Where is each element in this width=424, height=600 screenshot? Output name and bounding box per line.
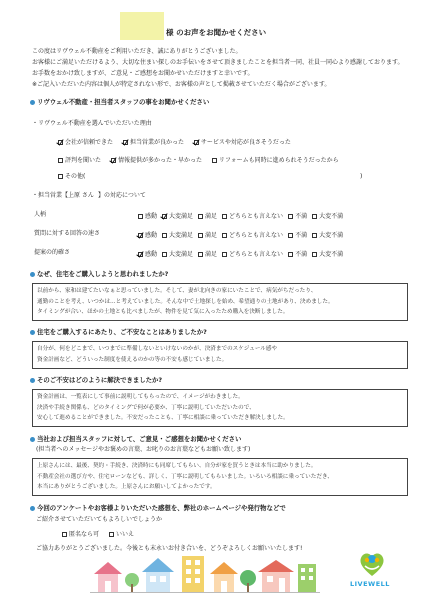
reason-option[interactable]: 担当営業が良かった — [123, 139, 184, 146]
rating-option[interactable]: 感動 — [138, 249, 157, 258]
customer-name-box — [120, 12, 164, 40]
rating-option[interactable]: 満足 — [198, 249, 217, 258]
checkbox[interactable] — [222, 214, 227, 219]
rating-option[interactable]: 満足 — [198, 211, 217, 220]
checkbox[interactable] — [138, 214, 143, 219]
answer-line: 資金計画など、どういった制度を使えるのかの等の不安も感じていました。 — [37, 356, 228, 363]
building-icon — [182, 556, 204, 592]
publish-option-anonymous[interactable]: 匿名なら可 — [62, 531, 99, 538]
rating-option[interactable]: 満足 — [198, 230, 217, 239]
bullet-icon — [30, 506, 35, 511]
building-icon — [298, 564, 316, 592]
answer-box-feedback[interactable] — [32, 458, 408, 496]
reason-option[interactable]: 情報提供が多かった・早かった — [111, 157, 202, 164]
section6-subtitle: ご紹介させていただいてもよろしいでしょうか — [36, 516, 163, 523]
reason-option[interactable]: サービスや対応が良さそうだった — [194, 139, 291, 146]
section1-title: リヴウェル不動産・担当者スタッフの事をお聞かせください — [30, 98, 209, 106]
intro-line: お客様にご満足いただけるよう、大切な住まい探しのお手伝いをさせて頂きましたことを担当者一同、社員一同心より感謝しております。 — [32, 59, 404, 66]
checkbox[interactable] — [109, 532, 114, 537]
section4-title: そのご不安はどのように解決できましたか? — [30, 376, 162, 384]
checkbox-checked[interactable] — [138, 252, 143, 257]
checkbox[interactable] — [212, 158, 217, 163]
checkbox[interactable] — [288, 252, 293, 257]
rating-option[interactable]: 大変満足 — [162, 249, 193, 258]
reason-row-3 — [58, 173, 93, 181]
checkbox[interactable] — [198, 233, 203, 238]
answer-line: タイミングが合い、ほかの土地とも比べましたが、物件を見て気に入ったため購入を決断しました。 — [37, 309, 289, 315]
reason-question: ・リヴウェル不動産を選んでいただいた理由 — [32, 120, 152, 127]
checkbox[interactable] — [222, 252, 227, 257]
rating-option[interactable]: 大変不満 — [312, 249, 343, 258]
checkbox[interactable] — [58, 158, 63, 163]
checkbox[interactable] — [162, 233, 167, 238]
rating-options — [138, 249, 343, 258]
rating-option[interactable]: 大変不満 — [312, 230, 343, 239]
staff-heading: ・担当営業【上原 さん 】の対応について — [32, 192, 146, 199]
staff-name: 上原 さん — [68, 192, 94, 199]
answer-line: 通勤のことを考え、いつかは…と考えていました。そんな中で土地探しを始め、希望通りの土地があり、決めました。 — [37, 298, 334, 305]
checkbox[interactable] — [288, 233, 293, 238]
rating-label: 提案の的確さ — [34, 249, 71, 256]
section2-title: なぜ、住宅をご購入しようと思われましたか? — [30, 270, 168, 278]
rating-options — [138, 230, 343, 239]
bullet-icon — [30, 272, 35, 277]
answer-line: 安心して進めることができました。不安だったことも、丁寧に相談に乗っていただき解決しました。 — [37, 415, 289, 421]
answer-line: 以前から、家和は建てたいなぁと思っていました。そして、妻が北向きの家にいたことで、病気がちだったり、 — [37, 288, 317, 294]
checkbox[interactable] — [312, 233, 317, 238]
bullet-icon — [30, 378, 35, 383]
section5-title: 当社および担当スタッフに対して、ご意見・ご感想をお聞かせください — [30, 435, 241, 443]
checkbox-checked[interactable] — [123, 140, 128, 145]
tree-icon — [240, 570, 256, 592]
checkbox-checked[interactable] — [138, 233, 143, 238]
checkbox[interactable] — [62, 532, 67, 537]
checkbox[interactable] — [288, 214, 293, 219]
rating-option[interactable]: どちらとも言えない — [222, 211, 283, 220]
rating-option[interactable]: どちらとも言えない — [222, 249, 283, 258]
livewell-logo-icon — [356, 548, 388, 578]
intro-line: この度はリヴウェル不動産をご利用いただき、誠にありがとうございました。 — [32, 48, 242, 55]
intro-line: ※ご記入いただいた内容は個人が特定されない形で、お客様の声として掲載させていただく場合がございます。 — [32, 81, 331, 88]
page-title: 様 のお声をお聞かせください — [166, 28, 267, 37]
footer-thanks: ご協力ありがとうございました。今後とも末永いお付き合いを、どうぞよろしくお願いいたします! — [36, 545, 303, 552]
rating-option[interactable]: 不満 — [288, 249, 307, 258]
house-icon — [94, 562, 122, 592]
answer-line: 不動産会社の選び方や、住宅ローンなども、詳しく、丁寧に説明してもらいました。いろいろ相談に乗っていただき、 — [37, 473, 333, 480]
rating-options — [138, 211, 343, 220]
intro-line: お手数をおかけ致しますが、ご意見・ご感想をお聞かせいただけますと幸いです。 — [32, 70, 254, 77]
bullet-icon — [30, 100, 35, 105]
checkbox[interactable] — [222, 233, 227, 238]
rating-option[interactable]: 大変不満 — [312, 211, 343, 220]
publish-options — [62, 531, 142, 539]
bullet-icon — [30, 330, 35, 335]
answer-box-resolution[interactable] — [32, 389, 408, 427]
section3-title: 住宅をご購入するにあたり、ご不安なことはありましたか? — [30, 328, 207, 336]
rating-label: 質問に対する回答の速さ — [34, 230, 101, 237]
checkbox-checked[interactable] — [58, 140, 63, 145]
reason-option-other[interactable]: その他( — [58, 173, 85, 180]
house-icon — [258, 560, 294, 592]
checkbox[interactable] — [312, 252, 317, 257]
checkbox[interactable] — [198, 252, 203, 257]
answer-line: 自分が、何をどこまで、いつまでに準備しないといけないのかが、決済までのスケジュール感や — [37, 346, 278, 352]
reason-option[interactable]: 会社が信頼できた — [58, 139, 113, 146]
checkbox-checked[interactable] — [194, 140, 199, 145]
checkbox[interactable] — [162, 252, 167, 257]
answer-line: 決済や手続き関係も、どのタイミングで何が必要か、丁寧に説明していただいたので、 — [37, 404, 255, 411]
rating-label: 人柄 — [34, 211, 47, 218]
rating-option[interactable]: 感動 — [138, 230, 157, 239]
answer-line: 本当にありがとうございました。上原さんにお願いしてよかったです。 — [37, 484, 216, 490]
houses-illustration — [90, 548, 320, 594]
answer-line: 資金計画は、一覧表にして事前に説明してもらったので、イメージがわきました。 — [37, 394, 244, 400]
answer-line: 上原さんには、最後、契約・手続き、決済時にも同席してもらい、自分が家を買うときは本当に助かりました。 — [37, 463, 317, 469]
answer-box-worries[interactable] — [32, 341, 408, 369]
checkbox[interactable] — [198, 214, 203, 219]
answer-box-why-buy[interactable] — [32, 283, 408, 321]
section5-subtitle: (担当者へのメッセージやお褒めの言葉、お叱りのお言葉などもお願い致します) — [36, 446, 251, 453]
publish-option-no[interactable]: いいえ — [109, 531, 134, 538]
rating-option[interactable]: 不満 — [288, 211, 307, 220]
livewell-logo-text: LIVEWELL — [350, 580, 390, 588]
reason-option[interactable]: リフォームも同時に進められそうだったから — [212, 157, 339, 164]
rating-option[interactable]: 大変満足 — [162, 211, 193, 220]
house-icon — [210, 562, 238, 592]
intro-text — [32, 48, 404, 89]
checkbox[interactable] — [58, 174, 63, 179]
rating-option[interactable]: どちらとも言えない — [222, 230, 283, 239]
section6-title: 今回のアンケートやお客様よりいただいた感想を、弊社のホームページや発行物などで — [30, 504, 286, 512]
bullet-icon — [30, 437, 35, 442]
checkbox[interactable] — [312, 214, 317, 219]
house-icon — [142, 558, 174, 592]
reason-row-2 — [58, 157, 347, 165]
reason-option[interactable]: 評判を聞いた — [58, 157, 101, 164]
rating-option[interactable]: 不満 — [288, 230, 307, 239]
other-close-paren: ) — [360, 173, 363, 180]
rating-option[interactable]: 感動 — [138, 211, 157, 220]
reason-row-1 — [58, 139, 299, 147]
checkbox-checked[interactable] — [162, 214, 167, 219]
checkbox-checked[interactable] — [111, 158, 116, 163]
tree-icon — [125, 573, 139, 592]
rating-option[interactable]: 大変満足 — [162, 230, 193, 239]
